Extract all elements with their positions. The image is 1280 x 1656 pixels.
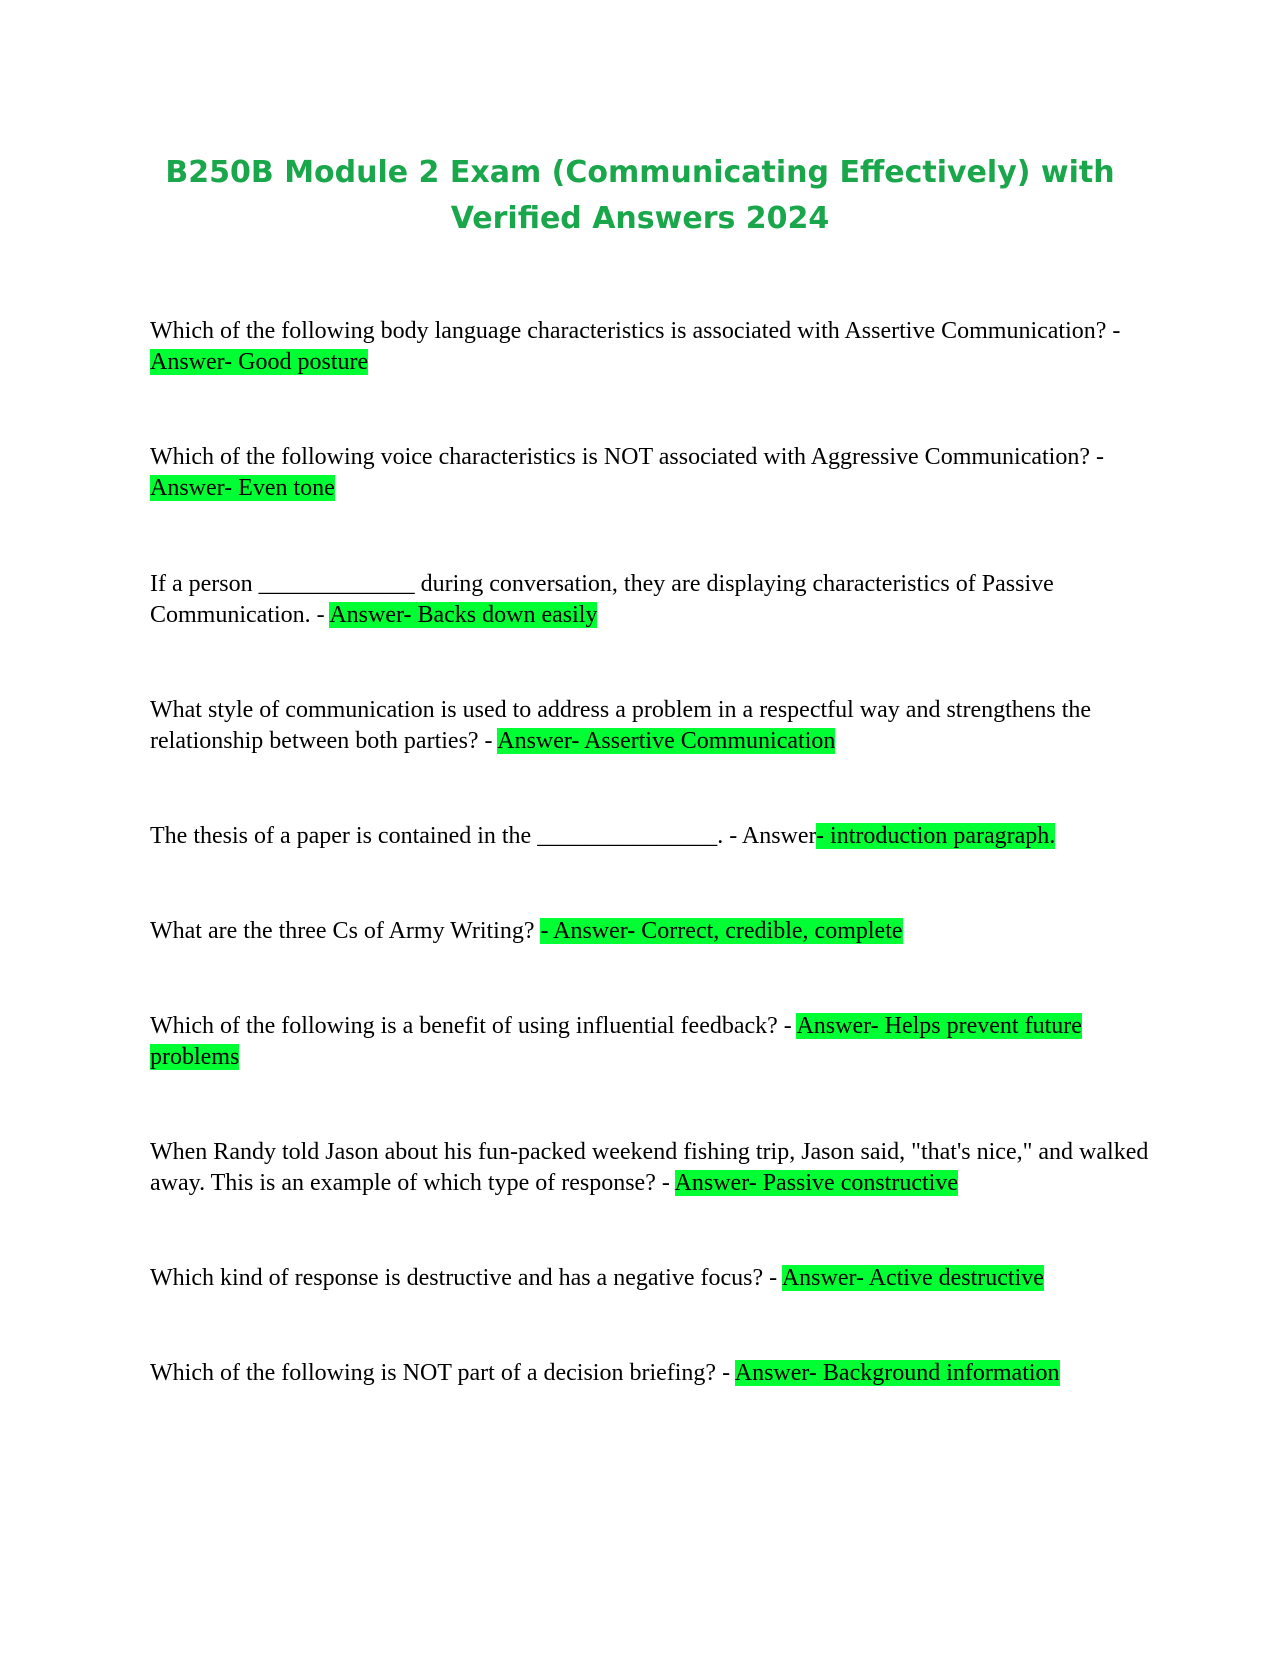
answer-highlight: - Answer- Correct, credible, complete — [540, 918, 903, 944]
answer-highlight: Answer- Active destructive — [781, 1265, 1044, 1291]
qa-item-2 — [150, 442, 1150, 504]
question-text: Which of the following is a benefit of using influential feedback? - — [150, 1013, 797, 1039]
qa-item-10 — [150, 1358, 1150, 1389]
qa-item-8 — [150, 1137, 1150, 1199]
qa-item-9 — [150, 1263, 1150, 1294]
question-text: Which of the following body language characteristics is associated with Assertive Communication? - — [150, 318, 1121, 344]
qa-item-4 — [150, 695, 1150, 757]
qa-item-1 — [150, 316, 1150, 378]
question-text: If a person _____________ during conversation, they are displaying characteristics of Passive Communication. - — [150, 571, 1054, 628]
question-text: What style of communication is used to address a problem in a respectful way and strengthens the relationship between both parties? - — [150, 697, 1092, 754]
question-text: The thesis of a paper is contained in the _______________. - Answer — [150, 823, 817, 849]
question-text: What are the three Cs of Army Writing? — [150, 918, 541, 944]
answer-highlight: Answer- Assertive Communication — [497, 728, 836, 754]
answer-highlight: - introduction paragraph. — [816, 823, 1056, 849]
answer-highlight: Answer- Backs down easily — [329, 602, 598, 628]
question-text: Which of the following is NOT part of a decision briefing? - — [150, 1360, 735, 1386]
answer-highlight: Answer- Passive constructive — [674, 1170, 958, 1196]
qa-item-3 — [150, 569, 1150, 631]
document-title — [150, 150, 1130, 242]
document-title-line-2: Verified Answers 2024 — [450, 201, 830, 236]
question-text: When Randy told Jason about his fun-packed weekend fishing trip, Jason said, "that's nice," and walked away. This is an example of which type of response? - — [150, 1139, 1149, 1196]
document-title-line-1: B250B Module 2 Exam (Communicating Effectively) with — [165, 155, 1115, 190]
question-text: Which of the following voice characteristics is NOT associated with Aggressive Communication? - — [150, 444, 1104, 470]
qa-item-7 — [150, 1011, 1150, 1073]
qa-item-6 — [150, 916, 1150, 947]
answer-highlight: Answer- Even tone — [150, 475, 335, 501]
answer-highlight: Answer- Good posture — [150, 349, 369, 375]
qa-item-5 — [150, 821, 1150, 852]
question-text: Which kind of response is destructive and has a negative focus? - — [150, 1265, 782, 1291]
answer-highlight: Answer- Helps prevent future problems — [150, 1013, 1082, 1070]
answer-highlight: Answer- Background information — [734, 1360, 1060, 1386]
